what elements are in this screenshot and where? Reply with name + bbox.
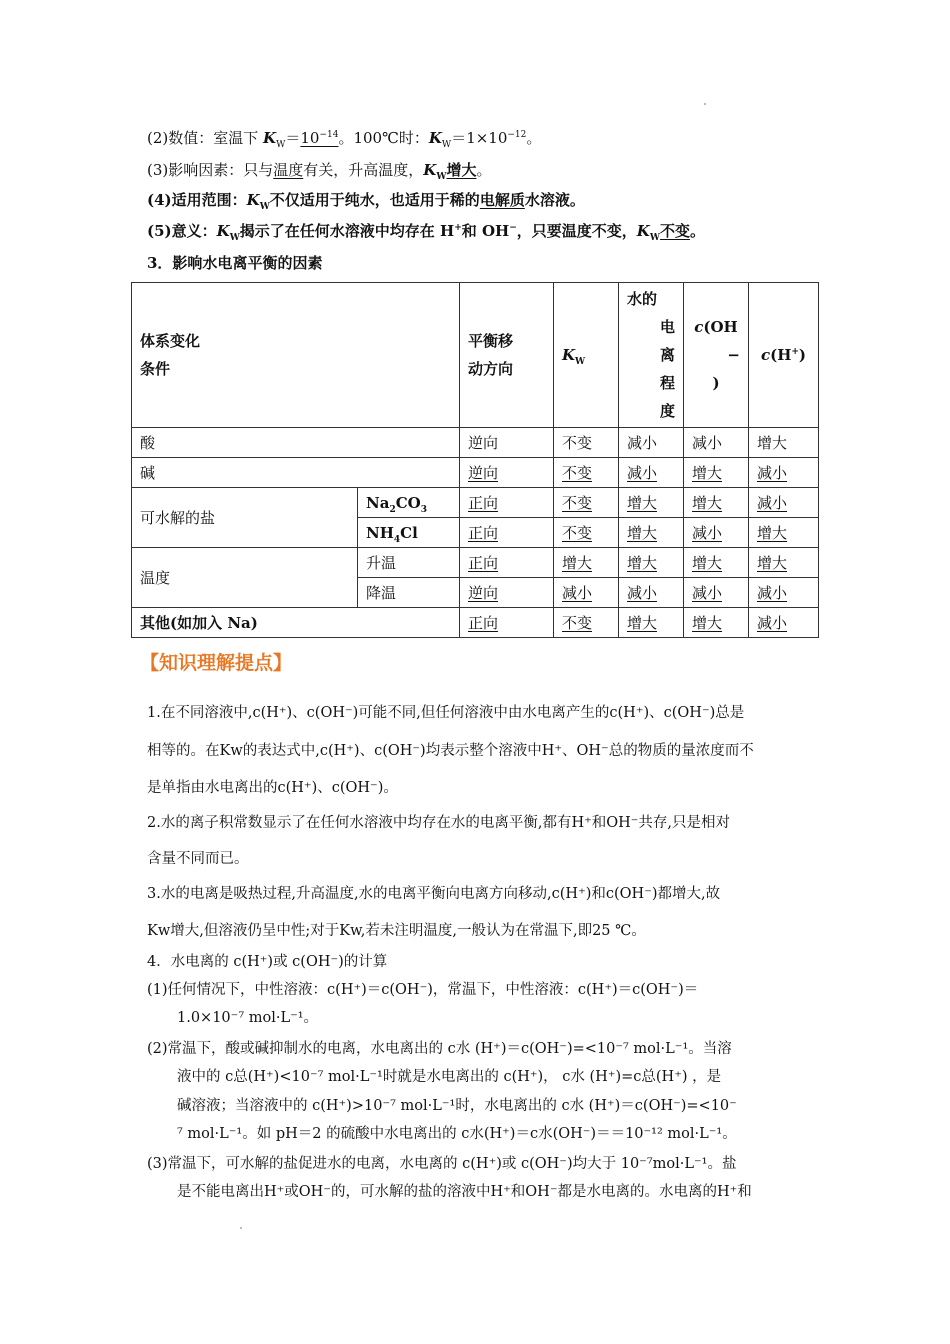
- cell-oh: 增大: [692, 613, 723, 632]
- calc-2-line-4: ⁷ mol·L⁻¹。如 pH＝2 的硫酸中水电离出的 c水(H⁺)＝c水(OH⁻)＝＝10⁻¹² mol·L⁻¹。: [177, 1126, 737, 1142]
- cell-h: 增大: [749, 428, 819, 458]
- text: ＝1×10: [451, 129, 508, 147]
- kw-sub: W: [259, 202, 270, 212]
- text: ): [712, 374, 720, 392]
- cell-degree: 减小: [627, 463, 658, 482]
- underlined-term: 电解质: [479, 191, 525, 209]
- text: 条件: [140, 360, 171, 378]
- cell-kw: 不变: [562, 493, 593, 512]
- factors-table: [131, 282, 819, 638]
- cell-condition: 其他(如加入 Na): [132, 608, 460, 638]
- point-2-line-1: 2.水的离子积常数显示了在任何水溶液中均存在水的电离平衡,都有H⁺和OH⁻共存,只是相对: [147, 815, 731, 831]
- cell-direction: 正向: [468, 553, 499, 572]
- calc-2-line-3: 碱溶液；当溶液中的 c(H⁺)>10⁻⁷ mol·L⁻¹时，水电离出的 c水 (H⁺)＝c(OH⁻)=<10⁻: [177, 1098, 737, 1114]
- cell-degree: 减小: [619, 428, 684, 458]
- cell-kw: 不变: [554, 428, 619, 458]
- cell-sub-nh4cl: $NH_4Cl$: [358, 518, 460, 548]
- cell-direction: 正向: [468, 493, 499, 512]
- c-symbol: c: [694, 318, 704, 336]
- cell-degree: 增大: [627, 523, 658, 542]
- text: 揭示了在任何水溶液中均存在 H: [239, 222, 455, 240]
- cell-oh: 增大: [692, 553, 723, 572]
- cell-sub-cool: 降温: [358, 578, 460, 608]
- text: 电: [659, 318, 675, 336]
- text: ): [798, 346, 807, 364]
- text: ＝: [285, 129, 301, 147]
- header-h: [749, 283, 819, 428]
- line-kw-scope: [147, 190, 585, 210]
- text: 有关，升高温度，: [303, 161, 424, 179]
- heading-factors: 3．影响水电离平衡的因素: [147, 254, 323, 272]
- line-kw-meaning: [147, 221, 705, 241]
- point-1-line-3: 是单指由水电离出的c(H⁺)、c(OH⁻)。: [147, 780, 398, 796]
- text: (3)影响因素：只与: [147, 161, 274, 179]
- kw-symbol: K: [216, 222, 230, 240]
- cell-condition: 酸: [132, 428, 460, 458]
- text: 动方向: [468, 360, 514, 378]
- header-condition: [132, 283, 460, 428]
- kw-symbol: K: [562, 346, 576, 364]
- calc-2-line-2: 液中的 c总(H⁺)<10⁻⁷ mol·L⁻¹时就是水电离出的 c(H⁺)， c水 (H⁺)=c总(H⁺) ，是: [177, 1069, 722, 1085]
- line-kw-factors: [147, 160, 491, 180]
- underlined-term: 增大: [446, 161, 477, 179]
- footer-mark: [240, 1227, 242, 1229]
- cell-direction: 正向: [468, 613, 499, 632]
- kw-symbol: K: [246, 191, 260, 209]
- text: 不仅适用于纯水，也适用于稀的: [269, 191, 480, 209]
- cell-h: 增大: [757, 553, 788, 572]
- cell-oh: 减小: [692, 523, 723, 542]
- line-kw-value: [147, 128, 541, 148]
- heading-calculation: 4．水电离的 c(H⁺)或 c(OH⁻)的计算: [147, 954, 388, 970]
- kw-sub: W: [575, 357, 586, 367]
- cell-oh: 减小: [684, 428, 749, 458]
- calc-3-line-1: (3)常温下，可水解的盐促进水的电离，水电离的 c(H⁺)或 c(OH⁻)均大于 10⁻⁷mol·L⁻¹。盐: [147, 1156, 737, 1172]
- cell-oh: 增大: [692, 493, 723, 512]
- point-2-line-2: 含量不同而已。: [147, 851, 249, 867]
- cell-oh: 减小: [692, 583, 723, 602]
- cell-direction: 逆向: [468, 463, 499, 482]
- text: 度: [659, 402, 675, 420]
- table-row-other: [132, 608, 819, 638]
- cell-h: 增大: [757, 523, 788, 542]
- c-symbol: c: [760, 346, 771, 364]
- kw-symbol: K: [263, 129, 277, 147]
- exp: −12: [507, 130, 527, 140]
- text: −: [727, 346, 740, 364]
- kw-sub: W: [229, 233, 240, 243]
- text: (5)意义：: [147, 222, 217, 240]
- calc-3-line-2: 是不能电离出H⁺或OH⁻的，可水解的盐的溶液中H⁺和OH⁻都是水电离的。水电离的H⁺和: [177, 1184, 752, 1200]
- header-degree: [619, 283, 684, 428]
- cell-kw: 不变: [562, 523, 593, 542]
- cell-condition: 碱: [132, 458, 460, 488]
- text: (H: [770, 346, 792, 364]
- cell-kw: 减小: [562, 583, 593, 602]
- text: 水的: [627, 290, 658, 308]
- underlined-term: 温度: [273, 161, 304, 179]
- kw-symbol: K: [428, 129, 442, 147]
- kw-symbol: K: [636, 222, 650, 240]
- text: 。: [689, 222, 705, 240]
- cell-kw: 增大: [562, 553, 593, 572]
- table-row-base: [132, 458, 819, 488]
- point-3-line-2: Kw增大,但溶液仍呈中性;对于Kw,若未注明温度,一般认为在常温下,即25 ℃。: [147, 923, 646, 939]
- kw-sub: W: [441, 140, 452, 150]
- cell-degree: 增大: [627, 493, 658, 512]
- calc-2-line-1: (2)常温下，酸或碱抑制水的电离，水电离出的 c水 (H⁺)＝c(OH⁻)=<10⁻⁷ mol·L⁻¹。当溶: [147, 1041, 732, 1057]
- point-1-line-2: 相等的。在Kw的表达式中,c(H⁺)、c(OH⁻)均表示整个溶液中H⁺、OH⁻总的物质的量浓度而不: [147, 743, 754, 759]
- kw-symbol: K: [423, 161, 437, 179]
- exp: −14: [319, 130, 339, 140]
- sup: +: [791, 347, 799, 357]
- cell-condition-temp: 温度: [132, 548, 358, 608]
- table-header-row: [132, 283, 819, 428]
- kw-sub: W: [436, 172, 447, 182]
- underlined-term: 不变: [659, 222, 690, 240]
- calc-1-line-1: (1)任何情况下，中性溶液：c(H⁺)＝c(OH⁻)，常温下，中性溶液：c(H⁺)＝c(OH⁻)＝: [147, 982, 699, 998]
- cell-condition-salt: 可水解的盐: [132, 488, 358, 548]
- cell-degree: 减小: [627, 583, 658, 602]
- header-oh: [684, 283, 749, 428]
- text: (2)数值：室温下: [147, 129, 264, 147]
- table-row-heat: [132, 548, 819, 578]
- cell-kw: 不变: [562, 463, 593, 482]
- text: 水溶液。: [524, 191, 585, 209]
- cell-direction: 正向: [468, 523, 499, 542]
- table-row-na2co3: [132, 488, 819, 518]
- cell-sub-na2co3: $Na_2CO_3$: [358, 488, 460, 518]
- sup: +: [454, 223, 462, 233]
- cell-oh: 增大: [692, 463, 723, 482]
- kw-sub: W: [276, 140, 286, 150]
- cell-kw: 不变: [562, 613, 593, 632]
- cell-h: 减小: [757, 613, 788, 632]
- text: 和 OH: [461, 222, 510, 240]
- cell-h: 减小: [757, 583, 788, 602]
- kw-sub: W: [649, 233, 660, 243]
- calc-1-line-2: 1.0×10⁻⁷ mol·L⁻¹。: [177, 1010, 319, 1026]
- cell-sub-heat: 升温: [358, 548, 460, 578]
- text: 离: [659, 346, 675, 364]
- text: 体系变化: [140, 332, 201, 350]
- cell-degree: 增大: [627, 553, 658, 572]
- table-row-acid: [132, 428, 819, 458]
- point-3-line-1: 3.水的电离是吸热过程,升高温度,水的电离平衡向电离方向移动,c(H⁺)和c(OH⁻)都增大,故: [147, 886, 721, 902]
- text: 。: [476, 161, 492, 179]
- text: 。: [526, 129, 542, 147]
- cell-direction: 逆向: [460, 428, 554, 458]
- text: 平衡移: [468, 332, 514, 350]
- cell-h: 减小: [757, 463, 788, 482]
- kw-room-value: 10: [300, 129, 320, 147]
- cell-h: 减小: [757, 493, 788, 512]
- text: 程: [659, 374, 675, 392]
- text: (4)适用范围：: [147, 191, 247, 209]
- cell-direction: 逆向: [468, 583, 499, 602]
- corner-mark: [704, 103, 706, 105]
- sup: −: [509, 223, 517, 233]
- text: ，只要温度不变，: [516, 222, 637, 240]
- cell-degree: 增大: [627, 613, 658, 632]
- section-title: 【知识理解提点】: [140, 652, 293, 674]
- text: 。100℃时：: [338, 129, 429, 147]
- header-direction: [460, 283, 554, 428]
- point-1-line-1: 1.在不同溶液中,c(H⁺)、c(OH⁻)可能不同,但任何溶液中由水电离产生的c(H⁺)、c(OH⁻)总是: [147, 705, 745, 721]
- text: (OH: [703, 318, 738, 336]
- header-kw: [554, 283, 619, 428]
